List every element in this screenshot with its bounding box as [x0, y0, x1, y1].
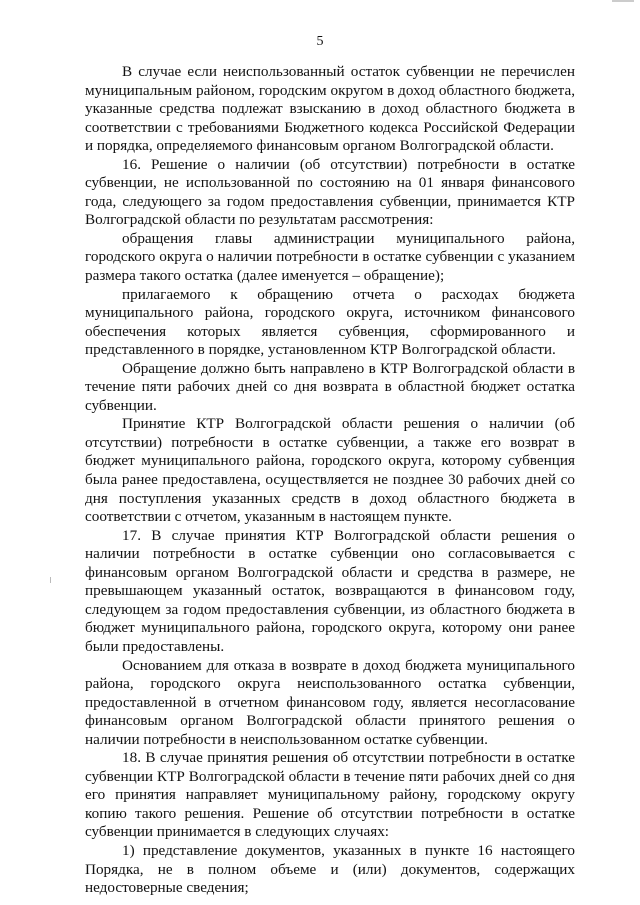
paragraph: Основанием для отказа в возврате в доход бюджета муниципального района, городского округа неиспользованного остатка субвенции, предоставленной в отчетном финансовом году, является несогласование финансовым органом Волгоградской области принятого решения о наличии потребности в неиспользованном остатке субвенции. — [85, 656, 575, 748]
paragraph: 17. В случае принятия КТР Волгоградской области решения о наличии потребности в остатке субвенции оно согласовывается с финансовым органом Волгоградской области и средства в размере, не превышающем указанный остаток, возвращаются в финансовом году, следующем за годом предоставления субвенции, из областного бюджета в бюджет муниципального района, городского округа, которому они ранее были предоставлены. — [85, 526, 575, 655]
paragraph: Обращение должно быть направлено в КТР Волгоградской области в течение пяти рабочих дней со дня возврата в областной бюджет остатка субвенции. — [85, 359, 575, 414]
paragraph: 16. Решение о наличии (об отсутствии) потребности в остатке субвенции, не использованной по состоянию на 01 января финансового года, следующего за годом предоставления субвенции, принимается КТР Волгоградской области по результатам рассмотрения: — [85, 155, 575, 229]
scan-edge-mark — [612, 0, 634, 2]
margin-mark — [50, 577, 51, 583]
paragraph: В случае если неиспользованный остаток субвенции не перечислен муниципальным районом, городским округом в доход областного бюджета, указанные средства подлежат взысканию в доход областного бюджета в соответствии с требованиями Бюджетного кодекса Российской Федерации и порядка, определяемого финансовым органом Волгоградской области. — [85, 63, 575, 155]
paragraph: 18. В случае принятия решения об отсутствии потребности в остатке субвенции КТР Волгоградской области в течение пяти рабочих дней со дня его принятия направляет муниципальному району, городскому округу копию такого решения. Решение об отсутствии потребности в остатке субвенции принимается в следующих случаях: — [85, 749, 575, 841]
page-number: 5 — [316, 34, 324, 49]
paragraph: обращения главы администрации муниципального района, городского округа о наличии потребности в остатке субвенции с указанием размера такого остатка (далее именуется – обращение); — [85, 229, 575, 285]
paragraph: прилагаемого к обращению отчета о расходах бюджета муниципального района, городского округа, источником финансового обеспечения которых является субвенция, сформированного и представленного в порядке, установленном КТР Волгоградской области. — [85, 285, 575, 359]
paragraph: 1) представление документов, указанных в пункте 16 настоящего Порядка, не в полном объеме и (или) документов, содержащих недостоверные сведения; — [85, 841, 575, 897]
document-body — [85, 63, 575, 898]
paragraph: Принятие КТР Волгоградской области решения о наличии (об отсутствии) потребности в остатке субвенции, а также его возврат в бюджет муниципального района, городского округа, которому субвенция была ранее предоставлена, осуществляется не позднее 30 рабочих дней со дня поступления указанных средств в доход областного бюджета в соответствии с отчетом, указанным в настоящем пункте. — [85, 415, 575, 526]
